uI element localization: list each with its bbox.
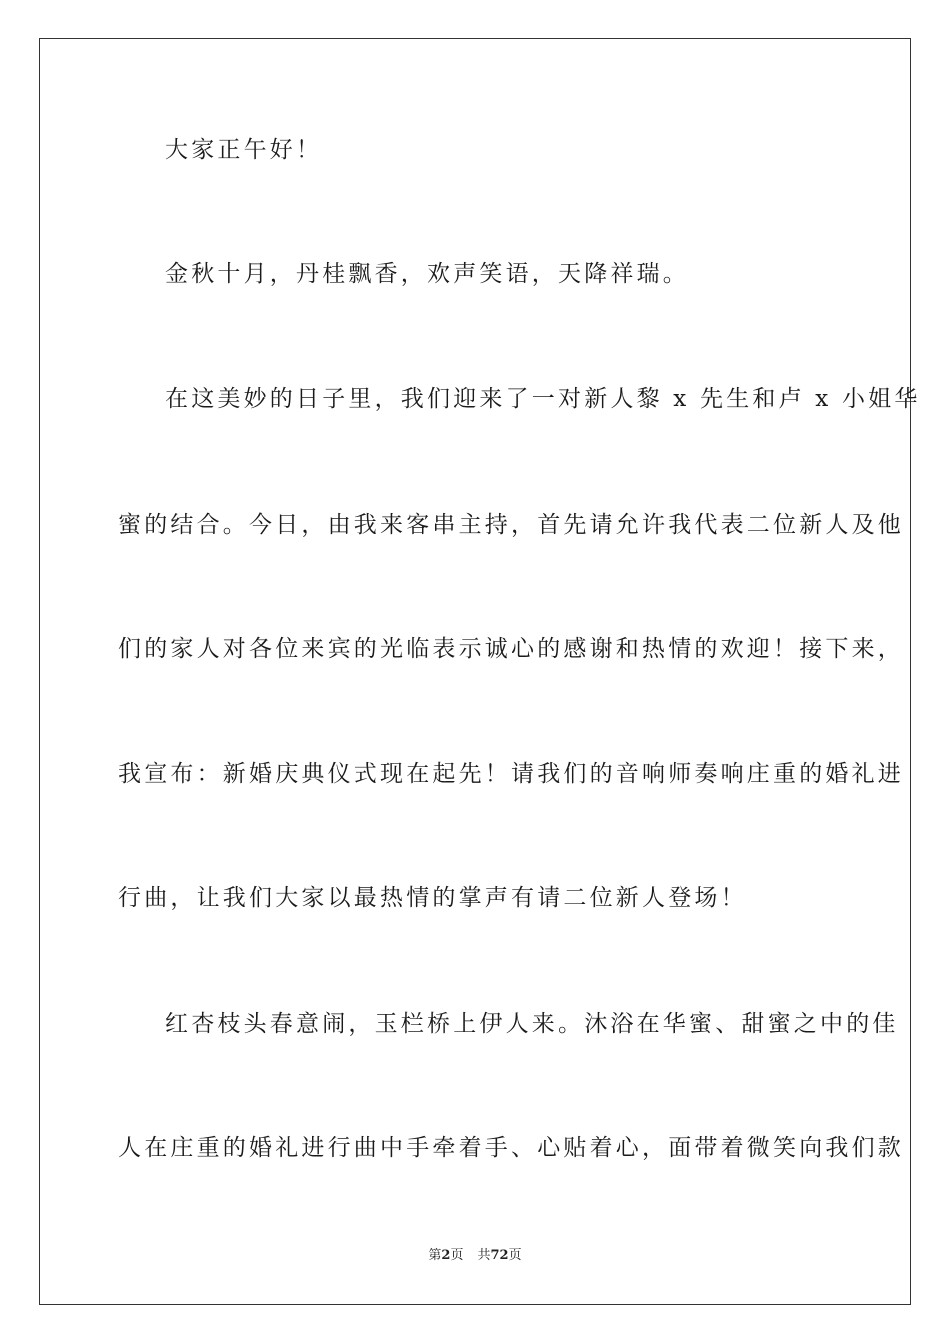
- paragraph-line: 们的家人对各位来宾的光临表示诚心的感谢和热情的欢迎！接下来，: [118, 636, 904, 662]
- greeting-line: 大家正午好！: [165, 137, 323, 163]
- page-border: [39, 38, 921, 1305]
- total-prefix: 共: [477, 1248, 491, 1263]
- paragraph-line: 行曲，让我们大家以最热情的掌声有请二位新人登场！: [118, 885, 747, 911]
- page-footer: [0, 1247, 950, 1265]
- page-suffix: 页: [450, 1248, 464, 1263]
- paragraph-line: 在这美妙的日子里，我们迎来了一对新人黎 x 先生和卢 x 小姐华: [165, 386, 921, 412]
- paragraph-line: 蜜的结合。今日，由我来客串主持，首先请允许我代表二位新人及他: [118, 512, 904, 538]
- total-suffix: 页: [508, 1248, 522, 1263]
- paragraph-line: 我宣布：新婚庆典仪式现在起先！请我们的音响师奏响庄重的婚礼进: [118, 761, 904, 787]
- total-pages: 72: [490, 1248, 509, 1263]
- page-prefix: 第: [428, 1248, 442, 1263]
- page-number: 2: [441, 1248, 451, 1263]
- paragraph-line: 金秋十月，丹桂飘香，欢声笑语，天降祥瑞。: [165, 261, 689, 287]
- paragraph-line: 人在庄重的婚礼进行曲中手牵着手、心贴着心，面带着微笑向我们款: [118, 1135, 904, 1161]
- paragraph-line: 红杏枝头春意闹，玉栏桥上伊人来。沐浴在华蜜、甜蜜之中的佳: [165, 1011, 899, 1037]
